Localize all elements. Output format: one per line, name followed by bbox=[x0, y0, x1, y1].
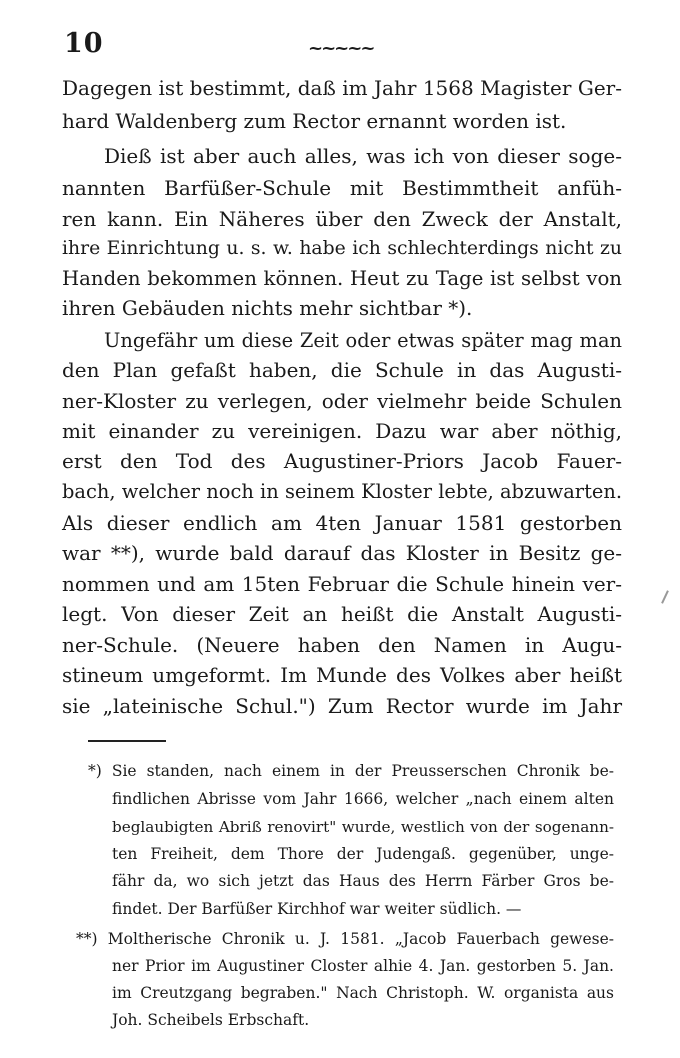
text-line: nannten Barfüßer-Schule mit Bestimmtheit anfüh- bbox=[62, 176, 622, 200]
text-line: sie „lateinische Schul.") Zum Rector wurde im Jahr bbox=[62, 694, 622, 718]
text-line: erst den Tod des Augustiner-Priors Jacob Fauer- bbox=[62, 449, 622, 473]
text-line: legt. Von dieser Zeit an heißt die Anstalt Augusti- bbox=[62, 602, 622, 626]
text-line: ren kann. Ein Näheres über den Zweck der Anstalt, bbox=[62, 207, 622, 231]
text-line: Handen bekommen können. Heut zu Tage ist selbst von bbox=[62, 267, 622, 290]
text-line: nommen und am 15ten Februar die Schule hinein ver- bbox=[62, 572, 622, 596]
text-line: war **), wurde bald darauf das Kloster in Besitz ge- bbox=[62, 541, 622, 565]
paper-speck bbox=[661, 590, 669, 604]
footnote-line: *) Sie standen, nach einem in der Preusserschen Chronik be- bbox=[88, 762, 614, 780]
footnote-line: findet. Der Barfüßer Kirchhof war weiter südlich. — bbox=[112, 900, 522, 918]
text-line: Als dieser endlich am 4ten Januar 1581 gestorben bbox=[62, 511, 622, 535]
footnote-line: ten Freiheit, dem Thore der Judengaß. gegenüber, unge- bbox=[112, 845, 614, 863]
footnote-line: beglaubigten Abriß renovirt" wurde, westlich von der sogenann- bbox=[112, 818, 614, 836]
text-line: den Plan gefaßt haben, die Schule in das Augusti- bbox=[62, 358, 622, 382]
footnote-line: im Creutzgang begraben." Nach Christoph. W. organista aus bbox=[112, 984, 614, 1002]
text-line: Dagegen ist bestimmt, daß im Jahr 1568 Magister Ger- bbox=[62, 76, 622, 100]
text-line: hard Waldenberg zum Rector ernannt worden ist. bbox=[62, 109, 567, 133]
text-line: ner-Kloster zu verlegen, oder vielmehr beide Schulen bbox=[62, 389, 622, 413]
footnote-line: **) Moltherische Chronik u. J. 1581. „Jacob Fauerbach gewese- bbox=[76, 930, 614, 948]
text-line: Dieß ist aber auch alles, was ich von dieser soge- bbox=[104, 144, 622, 168]
text-line: Ungefähr um diese Zeit oder etwas später mag man bbox=[104, 329, 622, 352]
header-ornament: ~~~~~ bbox=[308, 38, 374, 59]
text-line: ihren Gebäuden nichts mehr sichtbar *). bbox=[62, 296, 473, 320]
text-line: mit einander zu vereinigen. Dazu war aber nöthig, bbox=[62, 419, 622, 443]
text-line: stineum umgeformt. Im Munde des Volkes aber heißt bbox=[62, 663, 622, 687]
footnote-divider bbox=[88, 740, 166, 742]
text-line: ner-Schule. (Neuere haben den Namen in Augu- bbox=[62, 633, 622, 657]
text-line: ihre Einrichtung u. s. w. habe ich schlechterdings nicht zu bbox=[62, 238, 622, 259]
text-line: bach, welcher noch in seinem Kloster lebte, abzuwarten. bbox=[62, 480, 622, 503]
page-number: 10 bbox=[64, 28, 104, 59]
footnote-line: findlichen Abrisse vom Jahr 1666, welcher „nach einem alten bbox=[112, 790, 614, 808]
footnote-line: fähr da, wo sich jetzt das Haus des Herrn Färber Gros be- bbox=[112, 872, 614, 890]
footnote-line: Joh. Scheibels Erbschaft. bbox=[112, 1011, 310, 1029]
footnote-line: ner Prior im Augustiner Closter alhie 4. Jan. gestorben 5. Jan. bbox=[112, 957, 614, 975]
